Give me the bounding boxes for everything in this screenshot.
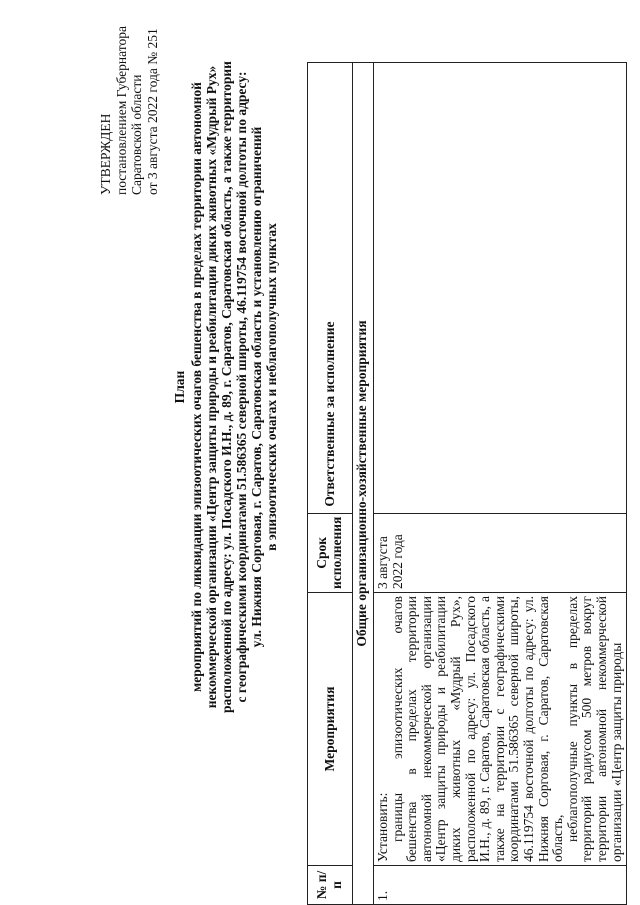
plan-table [307, 62, 627, 905]
header-activities: Мероприятия [308, 593, 353, 866]
header-responsible: Ответственные за исполнение [308, 63, 353, 514]
title-line-3: некоммерческой организации «Центр защиты природы и реабилитации диких животных «Мудрый Рух» [204, 65, 219, 709]
activity-paragraph-1: границы эпизоотических очагов бешенства в пределах территории автономной некоммерческой организации «Центр защиты природы и реабилитации диких животных «Мудрый Рух», расположенной по адресу: ул. Посадского И.Н., д. 89, г. Саратов, Саратовская область, а также на территории с географическими координатами 51.586365 северной широты, 46.119754 восточной долготы по адресу: ул. Нижняя Сорговая, г. Саратов, Саратовская область, [389, 596, 566, 862]
header-num: № п/п [308, 866, 353, 905]
header-term: Срок исполнения [308, 513, 353, 592]
row-activity [374, 593, 627, 866]
approval-stamp [98, 0, 160, 195]
approval-line-3: Саратовской области [129, 74, 144, 195]
section-row [353, 63, 374, 905]
activity-paragraph-2: неблагополучные пункты в пределах территорий радиусом 500 метров вокруг территории автономной некоммерческой организации «Центр защиты природы [564, 596, 624, 862]
table-header-row [308, 63, 353, 905]
row-responsible [374, 63, 627, 514]
activity-intro: Установить: [375, 792, 390, 862]
row-number: 1. [374, 866, 627, 905]
table-row [374, 63, 627, 905]
row-term: 3 августа 2022 года [374, 513, 627, 592]
title-line-5: с географическими координатами 51.586365 северной широты, 46.119754 восточной долготы по адресу: [234, 71, 249, 703]
approval-line-1: УТВЕРЖДЕН [98, 113, 113, 195]
document-title [172, 27, 279, 747]
approval-line-4: от 3 августа 2022 года № 251 [144, 28, 160, 195]
approval-line-2: постановлением Губернатора [113, 26, 129, 195]
title-plan: План [172, 370, 187, 404]
section-title: Общие организационно-хозяйственные мероприятия [353, 63, 374, 905]
title-line-7: в эпизоотических очагах и неблагополучных пунктах [264, 223, 279, 551]
title-line-6: ул. Нижняя Сорговая, г. Саратов, Саратовская область и установлению ограничений [249, 126, 264, 648]
title-line-4: расположенной по адресу: ул. Посадского И.Н., д. 89, г. Саратов, Саратовская область, а также территории [219, 61, 234, 713]
title-line-2: мероприятий по ликвидации эпизоотических очагов бешенства в пределах территории автономной [189, 82, 204, 692]
